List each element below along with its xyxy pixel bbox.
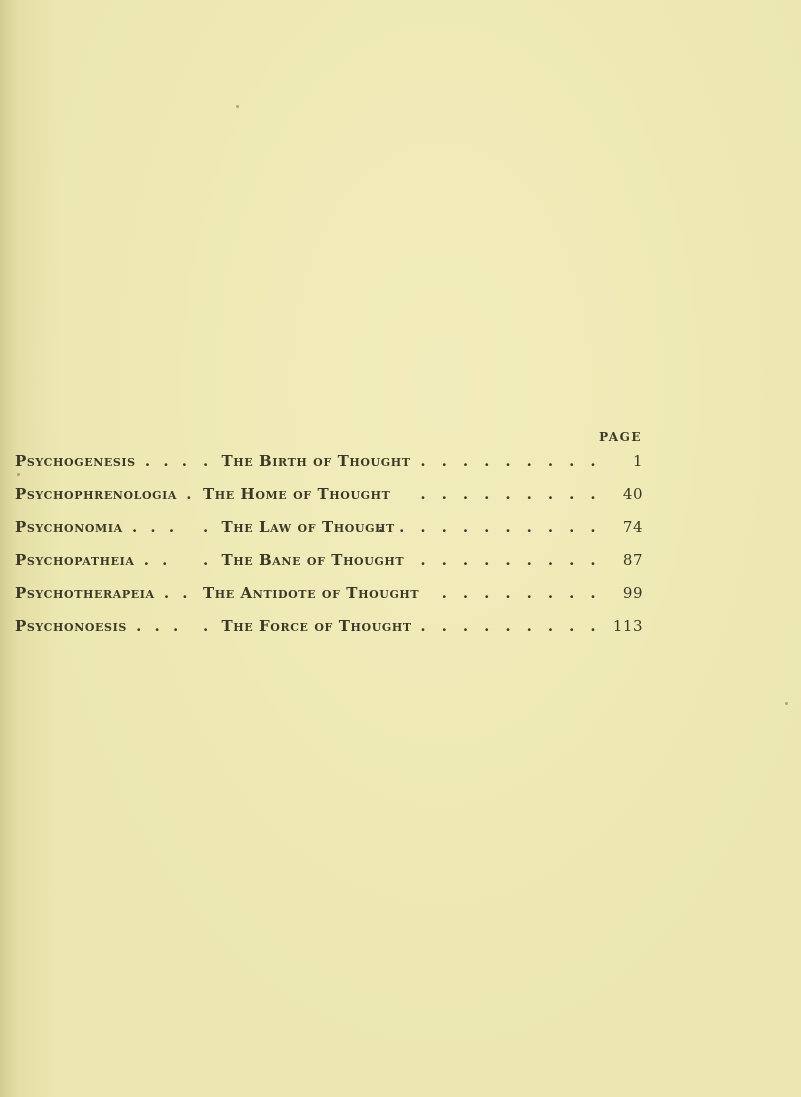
toc-row[interactable] (15, 551, 643, 584)
page-column-header: PAGE (599, 430, 642, 444)
toc-page-number: 74 (622, 518, 643, 536)
toc-row[interactable] (15, 617, 643, 650)
toc-page-number: 87 (622, 551, 643, 569)
toc-title: . The Birth of Thought (203, 452, 411, 470)
toc-leader-dots: . . . . . . . . . (420, 617, 601, 635)
table-of-contents (15, 452, 643, 650)
toc-row[interactable] (15, 485, 643, 518)
toc-title: . The Law of Thought (203, 518, 395, 536)
toc-row[interactable] (15, 584, 643, 617)
toc-page-number: 113 (612, 617, 643, 635)
toc-title: . The Bane of Thought (203, 551, 405, 569)
toc-row[interactable] (15, 452, 643, 485)
toc-term: Psychogenesis . . . (15, 452, 192, 470)
toc-term: Psychonoesis . . . (15, 617, 183, 635)
toc-title: The Antidote of Thought (203, 584, 420, 602)
toc-leader-dots: . . . . . . . . . (420, 551, 601, 569)
toc-page-number: 40 (622, 485, 643, 503)
toc-term: Psychopatheia . . (15, 551, 172, 569)
toc-leader-dots: . . . . . . . . . . . (377, 518, 601, 536)
toc-page-number: 99 (622, 584, 643, 602)
toc-leader-dots: . . . . . . . . . (420, 452, 601, 470)
paper-speck (236, 105, 239, 108)
paper-speck (785, 702, 788, 705)
toc-title: . The Force of Thought (203, 617, 412, 635)
toc-term: Psychophrenologia . (15, 485, 196, 503)
toc-row[interactable] (15, 518, 643, 551)
toc-leader-dots: . . . . . . . . . (420, 485, 601, 503)
toc-term: Psychonomia . . . (15, 518, 179, 536)
toc-page-number: 1 (632, 452, 643, 470)
toc-term: Psychotherapeia . . (15, 584, 192, 602)
toc-leader-dots: . . . . . . . . (441, 584, 601, 602)
toc-title: The Home of Thought (203, 485, 391, 503)
